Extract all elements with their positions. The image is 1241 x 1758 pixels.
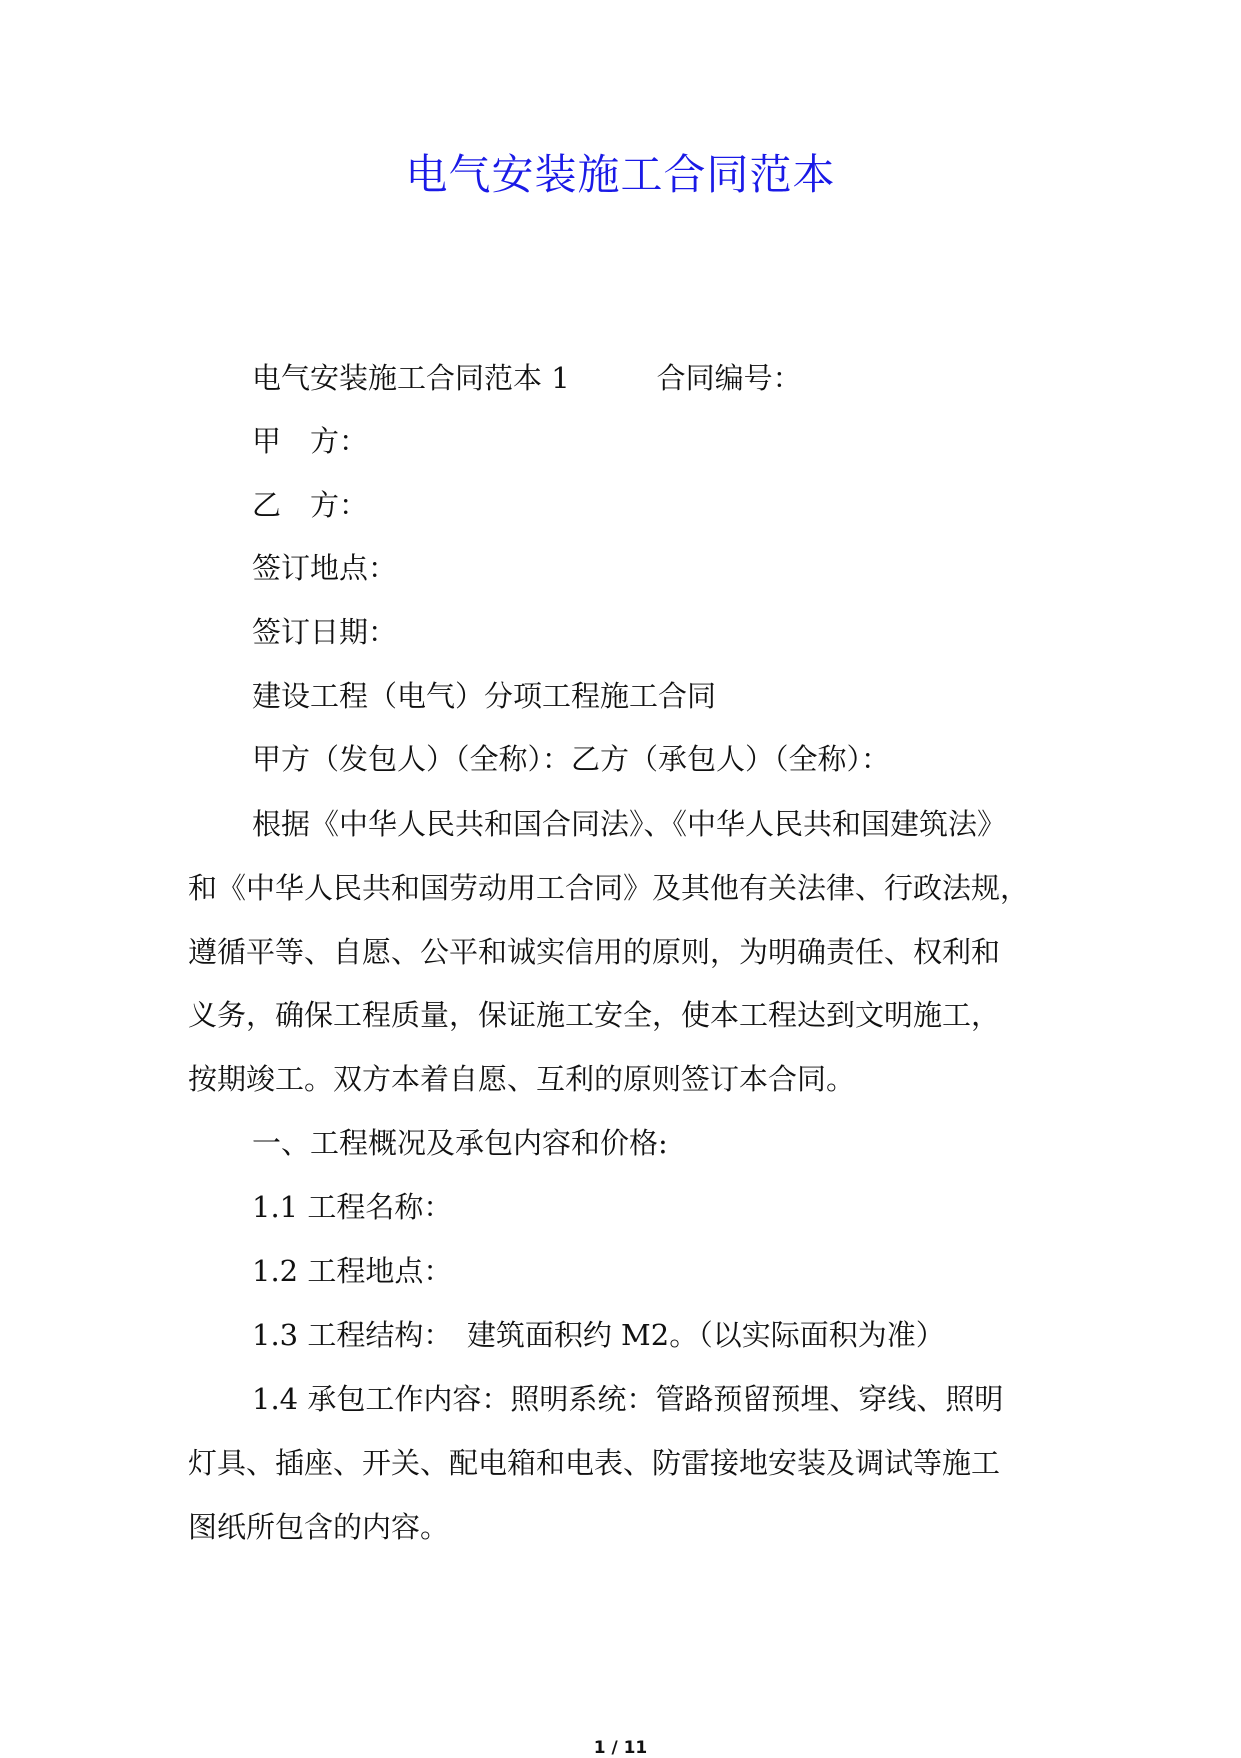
clause-line: 灯具、插座、开关、配电箱和电表、防雷接地安装及调试等施工 — [188, 1446, 1001, 1480]
clause-line: 1.1 工程名称： — [252, 1190, 453, 1224]
page-number: 1 / 11 — [593, 1738, 648, 1758]
document-title: 电气安装施工合同范本 — [405, 150, 836, 199]
parties-fullname-line: 甲方（发包人）（全称）：乙方（承包人）（全称）： — [252, 742, 891, 776]
signing-date-line: 签订日期： — [252, 615, 398, 649]
clause-line: 1.2 工程地点： — [252, 1254, 453, 1288]
clause-line: 图纸所包含的内容。 — [188, 1510, 450, 1544]
body-paragraph-line: 根据《中华人民共和国合同法》、《中华人民共和国建筑法》 — [252, 807, 1007, 841]
party-b-line: 乙 方： — [252, 488, 369, 522]
contract-subtitle-line: 建设工程（电气）分项工程施工合同 — [252, 679, 717, 713]
signing-place-line: 签订地点： — [252, 551, 398, 585]
clause-line: 1.3 工程结构： 建筑面积约 M2。（以实际面积为准） — [252, 1318, 945, 1352]
body-paragraph-line: 遵循平等、自愿、公平和诚实信用的原则，为明确责任、权利和 — [188, 935, 1001, 969]
body-paragraph-line: 和《中华人民共和国劳动用工合同》及其他有关法律、行政法规， — [188, 871, 1030, 905]
party-a-line: 甲 方： — [252, 424, 369, 458]
body-paragraph-line: 按期竣工。双方本着自愿、互利的原则签订本合同。 — [188, 1062, 856, 1096]
body-paragraph-line: 义务，确保工程质量，保证施工安全，使本工程达到文明施工， — [188, 998, 1001, 1032]
clause-line: 1.4 承包工作内容：照明系统：管路预留预埋、穿线、照明 — [252, 1382, 1004, 1416]
section-heading-line: 一、工程概况及承包内容和价格: — [252, 1126, 668, 1160]
contract-heading-line: 电气安装施工合同范本 1 合同编号： — [252, 361, 802, 395]
